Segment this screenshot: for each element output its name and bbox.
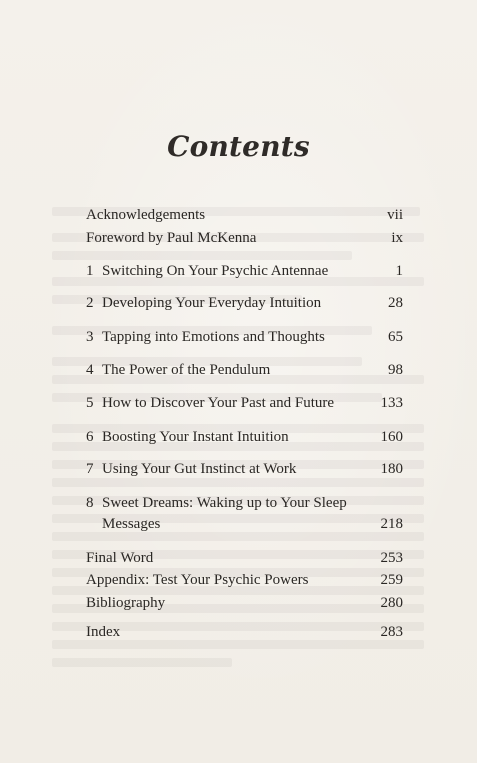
toc-entry-chapter-number: 4 — [86, 362, 94, 378]
toc-entry-title: Foreword by Paul McKenna — [86, 230, 257, 246]
toc-entry-chapter-number: 6 — [86, 429, 94, 445]
toc-entry-title: The Power of the Pendulum — [102, 362, 271, 378]
toc-entry-title: Tapping into Emotions and Thoughts — [102, 329, 325, 345]
toc-entry-page-number: 180 — [380, 461, 403, 477]
toc-entry-page-number: 28 — [388, 295, 403, 311]
toc-entry-title: Switching On Your Psychic Antennae — [102, 263, 329, 279]
toc-entry-page-number: 65 — [388, 329, 403, 345]
toc-entry-page-number: vii — [387, 207, 403, 223]
toc-entry-chapter-number: 3 — [86, 329, 94, 345]
toc-entry-chapter-number: 7 — [86, 461, 94, 477]
toc-entry-title: Bibliography — [86, 595, 166, 611]
toc-entry-page-number: 280 — [380, 595, 403, 611]
page-title: Contents — [167, 130, 310, 163]
toc-entry-title: Appendix: Test Your Psychic Powers — [86, 572, 309, 588]
toc-entry-page-number: 259 — [380, 572, 403, 588]
toc-entry-page-number: 133 — [380, 395, 403, 411]
toc-entry-page-number: 218 — [380, 516, 403, 532]
toc-entry-title: Boosting Your Instant Intuition — [102, 429, 289, 445]
toc-entry-page-number: 1 — [395, 263, 403, 279]
toc-entry-title: Final Word — [86, 550, 154, 566]
toc-entry-title: Using Your Gut Instinct at Work — [102, 461, 297, 477]
toc-entry-chapter-number: 1 — [86, 263, 94, 279]
toc-entry-title: Developing Your Everyday Intuition — [102, 295, 322, 311]
toc-entry-chapter-number: 5 — [86, 395, 94, 411]
toc-entry-page-number: 283 — [380, 624, 403, 640]
toc-entry-title: Index — [86, 624, 121, 640]
toc-entry-chapter-number: 2 — [86, 295, 94, 311]
toc-entry-page-number: 253 — [380, 550, 403, 566]
toc-entry-title: Sweet Dreams: Waking up to Your Sleep — [102, 495, 347, 511]
toc-entry-title: How to Discover Your Past and Future — [102, 395, 335, 411]
toc-entry-page-number: ix — [391, 230, 403, 246]
toc-entry-chapter-number: 8 — [86, 495, 94, 511]
toc-entry-page-number: 160 — [380, 429, 403, 445]
toc-entry-page-number: 98 — [388, 362, 403, 378]
toc-entry-title: Acknowledgements — [86, 207, 206, 223]
toc-entry-title-continuation: Messages — [102, 516, 161, 532]
